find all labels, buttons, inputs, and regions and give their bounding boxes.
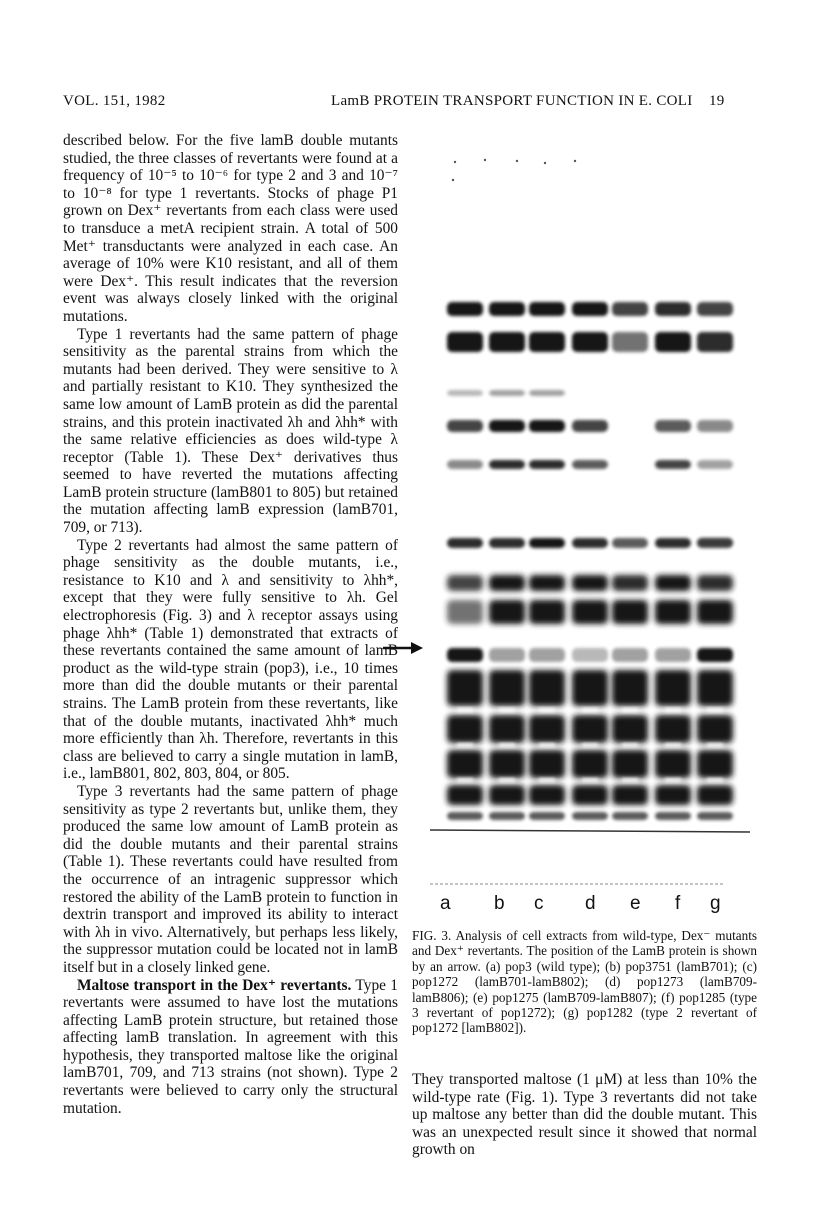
gel-band xyxy=(447,812,483,820)
gel-band xyxy=(489,332,525,352)
gel-band xyxy=(572,575,608,591)
gel-band xyxy=(655,750,691,778)
lane-label: d xyxy=(585,893,596,914)
gel-speck xyxy=(484,159,486,161)
gel-band xyxy=(612,538,648,548)
gel-band xyxy=(489,302,525,316)
gel-gap xyxy=(582,743,598,747)
gel-gap xyxy=(582,708,598,712)
gel-gap xyxy=(457,708,473,712)
gel-gap xyxy=(707,743,723,747)
gel-band xyxy=(529,420,565,432)
run-in-heading: Maltose transport in the Dex⁺ revertants. xyxy=(77,976,352,994)
gel-band xyxy=(489,715,525,743)
gel-band xyxy=(572,332,608,352)
gel-gap xyxy=(665,708,681,712)
gel-band xyxy=(697,575,733,591)
gel-gap xyxy=(499,743,515,747)
running-title: LamB PROTEIN TRANSPORT FUNCTION IN E. COLI xyxy=(331,93,693,109)
gel-band xyxy=(697,420,733,432)
gel-band xyxy=(612,332,648,352)
gel-gap xyxy=(457,743,473,747)
gel-band xyxy=(447,785,483,805)
paragraph: Type 1 revertants had the same pattern of phage sensitivity as the parental strains from which the mutants had been derived. They were sensitive to λ and partially resistant to K10. They synthesized the same low amount of LamB protein as did the parental strains, and this protein inactivated λh and λhh* with the same relative efficiencies as does wild-type λ receptor (Table 1). These Dex⁺ derivatives thus seemed to have reverted the mutations affecting LamB protein structure (lamB801 to 805) but retained the mutation affecting lamB expression (lamB701, 709, or 713). xyxy=(63,325,398,537)
gel-gap xyxy=(622,708,638,712)
gel-band xyxy=(572,460,608,469)
gel-band xyxy=(529,575,565,591)
gel-band xyxy=(655,670,691,706)
gel-band xyxy=(529,600,565,624)
volume-label: VOL. 151, 1982 xyxy=(63,93,166,109)
gel-band xyxy=(529,538,565,548)
gel-band xyxy=(529,750,565,778)
gel-gap xyxy=(457,778,473,782)
gel-band xyxy=(489,648,525,662)
gel-band xyxy=(572,648,608,662)
lane-label: e xyxy=(630,893,641,914)
gel-band xyxy=(529,670,565,706)
page-number: 19 xyxy=(709,93,725,109)
paragraph: Type 2 revertants had almost the same pattern of phage sensitivity as the double mutants, i.e., resistance to K10 and λ and sensitivity to λhh*, except that they were fully sensitive to λh. Gel electrophoresis (Fig. 3) and λ receptor assays using phage λhh* (Table 1) demonstrated that extracts of these revertants contained the same amount of lamB product as the wild-type strain (pop3), i.e., 10 times more than did the double mutants or their parental strains. The LamB protein from these revertants, like that of the double mutants, inactivated λhh* much more efficiently than λh. Therefore, revertants in this class are believed to carry a single mutation in lamB, i.e., lamB801, 802, 803, 804, or 805. xyxy=(63,536,398,783)
gel-gap xyxy=(499,708,515,712)
gel-band xyxy=(489,390,525,396)
gel-gap xyxy=(665,743,681,747)
gel-band xyxy=(697,648,733,662)
gel-speck xyxy=(544,162,546,164)
gel-gap xyxy=(539,778,555,782)
gel-band xyxy=(655,600,691,624)
gel-gap xyxy=(707,708,723,712)
lane-labels xyxy=(440,893,740,917)
gel-band xyxy=(447,538,483,548)
gel-band xyxy=(529,302,565,316)
gel-band xyxy=(655,785,691,805)
left-column xyxy=(63,132,398,1117)
gel-band xyxy=(655,460,691,469)
gel-band xyxy=(572,538,608,548)
gel-gap xyxy=(539,708,555,712)
gel-band xyxy=(697,715,733,743)
gel-band xyxy=(529,390,565,396)
gel-band xyxy=(572,302,608,316)
lane-label: a xyxy=(440,893,451,914)
gel-gap xyxy=(622,778,638,782)
gel-band xyxy=(447,420,483,432)
gel-band xyxy=(489,575,525,591)
gel-band xyxy=(529,715,565,743)
gel-band xyxy=(655,812,691,820)
gel-band xyxy=(697,302,733,316)
gel-speck xyxy=(452,179,454,181)
gel-band xyxy=(572,670,608,706)
gel-band xyxy=(447,390,483,396)
gel-band xyxy=(697,332,733,352)
gel-band xyxy=(529,785,565,805)
gel-band xyxy=(655,302,691,316)
paragraph: They transported maltose (1 μM) at less than 10% the wild-type rate (Fig. 1). Type 3 revertants did not take up maltose any better than did the double mutant. This was an unexpected result since it showed that normal growth on xyxy=(412,1071,757,1159)
gel-band xyxy=(697,460,733,469)
gel-band xyxy=(447,332,483,352)
gel-band xyxy=(655,648,691,662)
gel-band xyxy=(489,670,525,706)
gel-band xyxy=(489,812,525,820)
gel-band xyxy=(697,538,733,548)
figure-caption xyxy=(412,928,757,1036)
gel-band xyxy=(489,460,525,469)
gel-gap xyxy=(622,743,638,747)
gel-band xyxy=(612,600,648,624)
gel-band xyxy=(489,750,525,778)
gel-band xyxy=(447,302,483,316)
lane-label: b xyxy=(494,893,505,914)
gel-band xyxy=(572,750,608,778)
gel-band xyxy=(447,575,483,591)
gel-speck xyxy=(574,160,576,162)
gel-band xyxy=(655,575,691,591)
gel-band xyxy=(489,785,525,805)
gel-image xyxy=(425,130,755,900)
lamb-position-arrow xyxy=(383,641,423,655)
gel-band xyxy=(612,648,648,662)
gel-band xyxy=(612,812,648,820)
gel-band xyxy=(447,460,483,469)
gel-band xyxy=(612,715,648,743)
gel-gap xyxy=(539,743,555,747)
gel-band xyxy=(529,460,565,469)
gel-band xyxy=(447,715,483,743)
gel-band xyxy=(489,538,525,548)
gel-band xyxy=(529,812,565,820)
gel-band xyxy=(655,538,691,548)
gel-band xyxy=(612,750,648,778)
lane-label: f xyxy=(675,893,681,914)
lane-label: c xyxy=(534,893,544,914)
gel-band xyxy=(697,600,733,624)
gel-band xyxy=(572,420,608,432)
gel-band xyxy=(612,670,648,706)
gel-band xyxy=(489,420,525,432)
gel-band xyxy=(612,302,648,316)
paragraph xyxy=(63,977,398,1118)
gel-gap xyxy=(707,778,723,782)
gel-band xyxy=(612,575,648,591)
gel-band xyxy=(572,600,608,624)
gel-band xyxy=(697,750,733,778)
gel-band xyxy=(572,715,608,743)
gel-band xyxy=(697,785,733,805)
gel-gap xyxy=(665,778,681,782)
right-column-text xyxy=(412,1071,757,1159)
gel-band xyxy=(697,812,733,820)
gel-speck xyxy=(516,160,518,162)
gel-band xyxy=(572,812,608,820)
running-header xyxy=(63,93,733,113)
gel-band xyxy=(489,600,525,624)
gel-band xyxy=(447,648,483,662)
gel-band xyxy=(612,785,648,805)
gel-band xyxy=(572,785,608,805)
gel-band xyxy=(655,420,691,432)
gel-band xyxy=(529,648,565,662)
paragraph: described below. For the five lamB double mutants studied, the three classes of revertants were found at a frequency of 10⁻⁵ to 10⁻⁶ for type 2 and 3 and 10⁻⁷ to 10⁻⁸ for type 1 revertants. Stocks of phage P1 grown on Dex⁺ revertants from each class were used to transduce a metA recipient strain. A total of 500 Met⁺ transductants were analyzed in each case. An average of 10% were K10 resistant, and all of them were Dex⁺. This result indicates that the reversion event was always closely linked with the original mutations. xyxy=(63,132,398,325)
paragraph-text: Type 1 revertants were assumed to have lost the mutations affecting LamB protein structure, but retained those affecting lamB translation. In agreement with this hypothesis, they transported maltose like the original lamB701, 709, and 713 strains (not shown). Type 2 revertants were believed to carry only the structural mutation. xyxy=(63,976,398,1117)
gel-baseline xyxy=(430,830,750,832)
gel-band xyxy=(447,750,483,778)
gel-band xyxy=(529,332,565,352)
paragraph: Type 3 revertants had the same pattern of phage sensitivity as type 2 revertants but, unlike them, they produced the same low amount of LamB protein as did the double mutants and their parental strains (Table 1). These revertants could have resulted from the occurrence of an intragenic suppressor which restored the ability of the LamB protein to function in dextrin transport and improved its ability to interact with λh in vivo. Alternatively, but perhaps less likely, the suppressor mutation could be located not in lamB itself but in a closely linked gene. xyxy=(63,782,398,976)
gel-band xyxy=(447,600,483,624)
gel-gap xyxy=(582,778,598,782)
lane-label: g xyxy=(710,893,721,914)
gel-band xyxy=(655,332,691,352)
gel-band xyxy=(447,670,483,706)
gel-speck xyxy=(454,161,456,163)
gel-band xyxy=(655,715,691,743)
caption-text: FIG. 3. Analysis of cell extracts from wild-type, Dex⁻ mutants and Dex⁺ revertants. The position of the LamB protein is shown by an arrow. (a) pop3 (wild type); (b) pop3751 (lamB701); (c) pop1272 (lamB701-lamB802); (d) pop1273 (lamB709-lamB806); (e) pop1275 (lamB709-lamB807); (f) pop1285 (type 3 revertant of pop1272); (g) pop1282 (type 2 revertant of pop1272 [lamB802]). xyxy=(412,928,757,1036)
gel-band xyxy=(697,670,733,706)
gel-gap xyxy=(499,778,515,782)
